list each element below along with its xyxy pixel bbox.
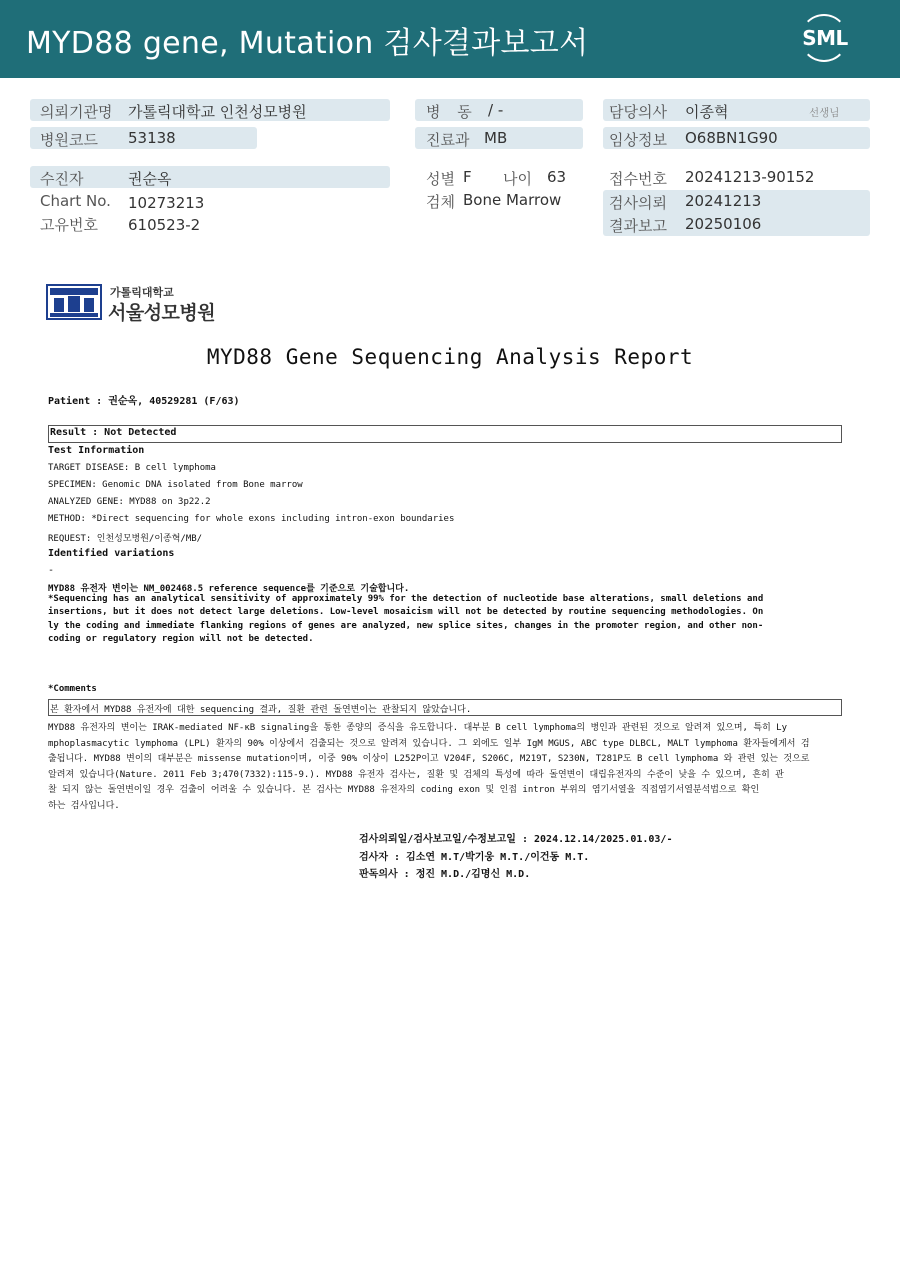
identified-value: - [48, 565, 55, 576]
department-value: MB [484, 129, 508, 147]
comment-line: 출됩니다. MYD88 변이의 대부분은 missense mutation이며, 이중 90% 이상이 L252P이고 V204F, S206C, M219T, S230N, T281P도 B cell lymphoma 와 관련 있는 것으로 [48, 754, 810, 764]
report-title: MYD88 Gene Sequencing Analysis Report [206, 345, 694, 369]
institution-label: 의뢰기관명 [40, 103, 113, 121]
doctor-note: 선생님 [809, 107, 840, 119]
sensitivity-line: *Sequencing has an analytical sensitivity of approximately 99% for the detection of nucleotide base alterations, small deletions and [48, 594, 764, 604]
tester-line: 검사자 : 김소연 M.T/박기웅 M.T./이건동 M.T. [359, 852, 590, 863]
unique-label: 고유번호 [40, 216, 98, 234]
specimen-value: Bone Marrow [463, 191, 562, 209]
analyzed-gene: ANALYZED GENE: MYD88 on 3p22.2 [48, 497, 211, 507]
receipt-label: 접수번호 [609, 170, 667, 188]
hospital-code-value: 53138 [128, 129, 176, 147]
comment-box-text: 본 환자에서 MYD88 유전자에 대한 sequencing 결과, 질환 관련 돌연변이는 관찰되지 않았습니다. [50, 705, 472, 715]
comment-line: 하는 검사입니다. [48, 801, 120, 811]
reader-line: 판독의사 : 정진 M.D./김명신 M.D. [359, 869, 531, 880]
comment-line: 찰 되지 않는 돌연변이일 경우 검출이 어려울 수 있습니다. 본 검사는 MYD88 유전자의 coding exon 및 인접 intron 부위의 염기서열을 직접염기서열분석법으로 확인 [48, 785, 760, 795]
patient-line: Patient : 권순옥, 40529281 (F/63) [48, 396, 240, 407]
sensitivity-line: insertions, but it does not detect large deletions. Low-level mosaicism will not be detected by routine sequencing methodologies. On [48, 607, 764, 617]
test-info-heading: Test Information [48, 445, 145, 456]
ward-value: / - [488, 101, 504, 119]
comment-line: 알려져 있습니다(Nature. 2011 Feb 3;470(7332):115-9.). MYD88 유전자 검사는, 질환 및 검체의 특성에 따라 돌연변이 대립유전자의 수준이 낮을 수 있으며, 흔히 관 [48, 770, 784, 780]
hospital-code-label: 병원코드 [40, 131, 98, 149]
comments-heading: *Comments [48, 684, 97, 694]
hospital-name-big: 서울성모병원 [108, 302, 216, 324]
sensitivity-line: coding or regulatory region will not be detected. [48, 634, 314, 644]
patient-label: 수진자 [40, 170, 84, 188]
ward-label: 병 동 [426, 103, 478, 121]
sensitivity-line: ly the coding and immediate flanking regions of genes are analyzed, new splice sites, changes in the promoter region, and other non- [48, 621, 764, 631]
patient-row-bg [30, 166, 390, 188]
sex-value: F [463, 168, 472, 186]
clinical-value: O68BN1G90 [685, 129, 778, 147]
unique-value: 610523-2 [128, 216, 201, 234]
comment-line: MYD88 유전자의 변이는 IRAK-mediated NF-κB signaling을 통한 종양의 증식을 유도합니다. 대부분 B cell lymphoma의 병인과 관련된 것으로 알려져 있으며, 특히 Ly [48, 723, 788, 733]
method-line: METHOD: *Direct sequencing for whole exons including intron-exon boundaries [48, 514, 455, 524]
hospital-emblem-icon [46, 282, 102, 322]
doctor-label: 담당의사 [609, 103, 667, 121]
request-date-label: 검사의뢰 [609, 194, 667, 212]
sml-logo [796, 12, 854, 66]
dates-line: 검사의뢰일/검사보고일/수정보고일 : 2024.12.14/2025.01.03/- [359, 834, 673, 845]
hospital-name-small: 가톨릭대학교 [110, 286, 174, 299]
age-value: 63 [547, 168, 567, 186]
clinical-label: 임상정보 [609, 131, 667, 149]
report-header-title: MYD88 gene, Mutation 검사결과보고서 [26, 26, 589, 61]
target-disease: TARGET DISEASE: B cell lymphoma [48, 463, 216, 473]
result-date-label: 결과보고 [609, 217, 667, 235]
receipt-value: 20241213-90152 [685, 168, 815, 186]
sex-label: 성별 [426, 170, 455, 188]
comment-line: mphoplasmacytic lymphoma (LPL) 환자의 90% 이상에서 검출되는 것으로 알려져 있습니다. 그 외에도 일부 IgM MGUS, ABC type DLBCL, MALT lymphoma 환자들에게서 검 [48, 739, 810, 749]
chart-value: 10273213 [128, 194, 205, 212]
request-date-value: 20241213 [685, 192, 762, 210]
reference-line: MYD88 유전자 변이는 NM_002468.5 reference sequence를 기준으로 기술합니다. [48, 584, 410, 594]
patient-value: 권순옥 [128, 170, 172, 188]
result-line: Result : Not Detected [50, 427, 177, 438]
institution-value: 가톨릭대학교 인천성모병원 [128, 103, 307, 121]
specimen-label: 검체 [426, 193, 455, 211]
department-label: 진료과 [426, 131, 470, 149]
request-line: REQUEST: 인천성모병원/이종혁/MB/ [48, 534, 203, 544]
chart-label: Chart No. [40, 192, 111, 210]
identified-heading: Identified variations [48, 548, 175, 559]
doctor-value: 이종혁 [685, 103, 729, 121]
logo-text: SML [802, 26, 848, 50]
age-label: 나이 [503, 170, 532, 188]
result-date-value: 20250106 [685, 215, 762, 233]
header-bar [0, 0, 900, 78]
specimen-line: SPECIMEN: Genomic DNA isolated from Bone marrow [48, 480, 303, 490]
